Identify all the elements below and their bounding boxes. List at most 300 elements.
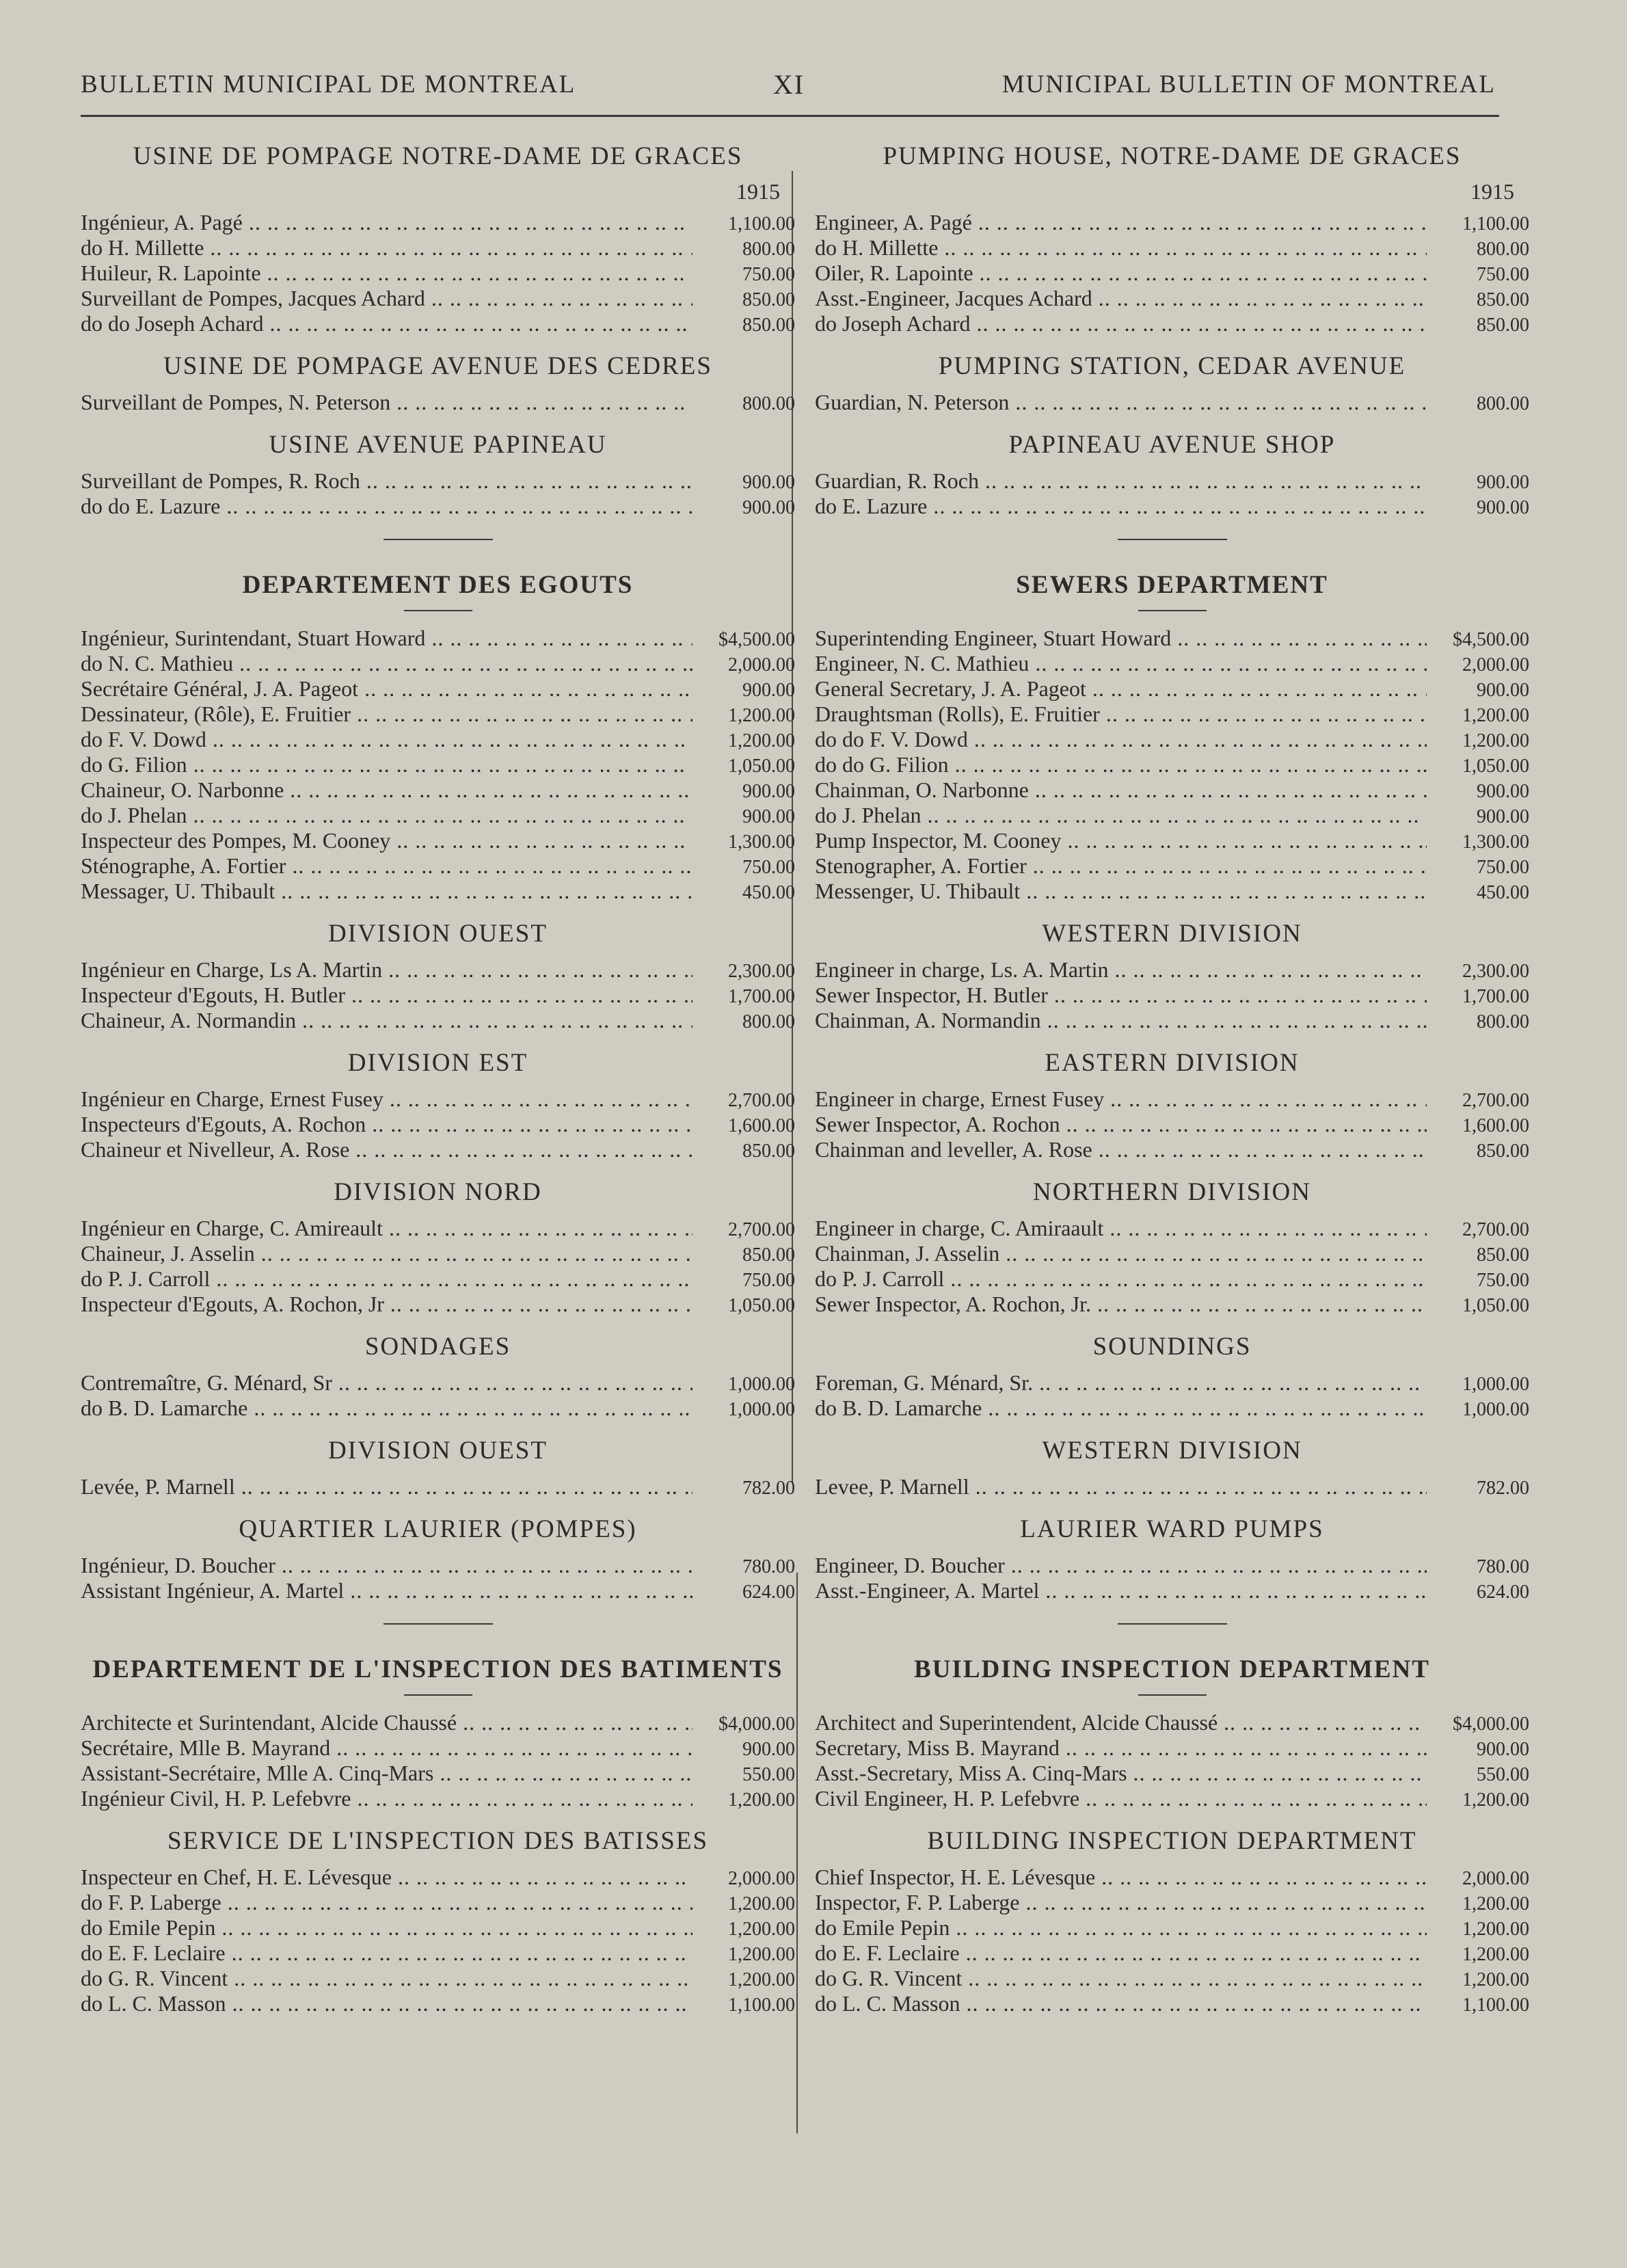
salary-amount: 1,000.00 <box>728 1374 795 1395</box>
salary-amount: 1,050.00 <box>1462 756 1529 777</box>
employee-name: Chaineur et Nivelleur, A. Rose .. .. <box>81 1138 693 1162</box>
employee-name: Chainman, J. Asselin .. .. <box>815 1242 1427 1266</box>
salary-amount: 750.00 <box>742 857 795 878</box>
salary-row <box>815 652 1529 677</box>
salary-amount: 750.00 <box>742 264 795 285</box>
employee-name: General Secretary, J. A. Pageot .. .. <box>815 677 1427 701</box>
salary-row <box>815 1267 1529 1292</box>
employee-name: Engineer in charge, C. Amiraault .. .. <box>815 1216 1427 1240</box>
salary-list <box>815 469 1529 520</box>
section-s8 <box>81 1431 795 1500</box>
section-title: PAPINEAU AVENUE SHOP <box>1008 431 1336 459</box>
salary-row <box>81 854 795 879</box>
employee-name: Engineer, D. Boucher .. .. <box>815 1553 1427 1577</box>
salary-amount: 1,050.00 <box>728 756 795 777</box>
salary-amount: 850.00 <box>1477 289 1529 310</box>
title-rule <box>404 1694 472 1696</box>
section-title: USINE DE POMPAGE AVENUE DES CEDRES <box>163 352 712 380</box>
salary-list <box>815 1216 1529 1318</box>
salary-amount: 750.00 <box>742 1270 795 1291</box>
salary-row <box>81 1371 795 1396</box>
salary-list <box>81 1216 795 1318</box>
salary-amount: 782.00 <box>1477 1478 1529 1499</box>
salary-amount: 780.00 <box>742 1556 795 1577</box>
section-s1 <box>81 137 795 337</box>
employee-name: Surveillant de Pompes, Jacques Achard .. .. <box>81 286 693 310</box>
salary-row <box>815 1292 1529 1318</box>
employee-name: do B. D. Lamarche .. .. <box>815 1396 1427 1420</box>
salary-row <box>81 1267 795 1292</box>
salary-list <box>815 1087 1529 1163</box>
section-title: PUMPING STATION, CEDAR AVENUE <box>938 352 1406 380</box>
salary-amount: 900.00 <box>742 472 795 493</box>
salary-amount: 2,000.00 <box>1462 1868 1529 1889</box>
section-title: USINE DE POMPAGE NOTRE-DAME DE GRACES <box>133 142 743 170</box>
employee-name: Inspecteur en Chef, H. E. Lévesque .. .. <box>81 1865 693 1889</box>
employee-name: do F. V. Dowd .. .. <box>81 728 693 751</box>
salary-row <box>815 1916 1529 1941</box>
salary-amount: 900.00 <box>742 1739 795 1760</box>
employee-name: Guardian, N. Peterson .. .. <box>815 390 1427 414</box>
salary-amount: 850.00 <box>742 289 795 310</box>
employee-name: Sewer Inspector, A. Rochon, Jr. .. .. <box>815 1292 1427 1316</box>
section-s10 <box>815 1822 1529 2017</box>
salary-amount: 1,100.00 <box>1462 213 1529 235</box>
salary-amount: 900.00 <box>1477 497 1529 518</box>
salary-row <box>815 261 1529 286</box>
salary-amount: 1,200.00 <box>1462 1944 1529 1965</box>
salary-amount: 850.00 <box>1477 315 1529 336</box>
salary-row <box>81 236 795 261</box>
year-label: 1915 <box>736 179 780 204</box>
section-title: SOUNDINGS <box>1092 1333 1252 1361</box>
employee-name: Ingénieur, Surintendant, Stuart Howard .. .. <box>81 626 693 650</box>
salary-amount: 850.00 <box>1477 1140 1529 1162</box>
salary-list <box>81 211 795 337</box>
salary-row <box>815 1711 1529 1736</box>
salary-list <box>815 1475 1529 1500</box>
salary-row <box>81 1761 795 1787</box>
employee-name: Ingénieur, D. Boucher .. .. <box>81 1553 693 1577</box>
salary-list <box>815 958 1529 1034</box>
salary-row <box>81 879 795 905</box>
salary-row <box>81 1865 795 1891</box>
section-s8 <box>815 1431 1529 1500</box>
section-d2 <box>815 1638 1529 1812</box>
salary-amount: $4,000.00 <box>1453 1713 1529 1735</box>
salary-amount: 1,200.00 <box>1462 1789 1529 1811</box>
employee-name: Huileur, R. Lapointe .. .. <box>81 261 693 285</box>
salary-row <box>815 1992 1529 2017</box>
salary-row <box>815 1736 1529 1761</box>
section-s9 <box>81 1510 795 1604</box>
employee-name: Stenographer, A. Fortier .. .. <box>815 854 1427 878</box>
salary-amount: 1,200.00 <box>1462 705 1529 726</box>
section-s6 <box>815 1173 1529 1318</box>
salary-row <box>81 261 795 286</box>
salary-row <box>815 1865 1529 1891</box>
page-header <box>81 60 1496 108</box>
employee-name: Chainman and leveller, A. Rose .. .. <box>815 1138 1427 1162</box>
employee-name: Oiler, R. Lapointe .. .. <box>815 261 1427 285</box>
salary-row <box>815 1112 1529 1138</box>
employee-name: Asst.-Engineer, Jacques Achard .. .. <box>815 286 1427 310</box>
salary-list <box>81 1865 795 2017</box>
salary-amount: 550.00 <box>742 1764 795 1785</box>
salary-list <box>81 390 795 416</box>
salary-row <box>815 494 1529 520</box>
salary-row <box>815 753 1529 778</box>
salary-row <box>81 1736 795 1761</box>
salary-amount: $4,500.00 <box>1453 629 1529 650</box>
salary-amount: 750.00 <box>1477 264 1529 285</box>
section-title: EASTERN DIVISION <box>1045 1049 1300 1077</box>
salary-row <box>81 958 795 983</box>
salary-row <box>815 829 1529 854</box>
salary-amount: 1,200.00 <box>728 1893 795 1915</box>
salary-row <box>815 286 1529 312</box>
salary-amount: 1,200.00 <box>728 730 795 751</box>
salary-row <box>815 1475 1529 1500</box>
department-title: SEWERS DEPARTMENT <box>1016 571 1328 599</box>
salary-row <box>815 778 1529 803</box>
employee-name: Engineer in charge, Ls. A. Martin .. .. <box>815 958 1427 982</box>
salary-row <box>815 1966 1529 1992</box>
salary-amount: 900.00 <box>1477 680 1529 701</box>
employee-name: do do Joseph Achard .. .. <box>81 312 693 336</box>
salary-row <box>815 677 1529 702</box>
title-rule <box>1138 610 1207 611</box>
employee-name: do P. J. Carroll .. .. <box>81 1267 693 1291</box>
employee-name: do J. Phelan .. .. <box>815 803 1427 827</box>
employee-name: Inspecteur d'Egouts, H. Butler .. .. <box>81 983 693 1007</box>
section-title: WESTERN DIVISION <box>1042 920 1302 948</box>
salary-list <box>815 211 1529 337</box>
header-left: BULLETIN MUNICIPAL DE MONTREAL <box>81 70 576 98</box>
employee-name: Asst.-Engineer, A. Martel .. .. <box>815 1579 1427 1603</box>
salary-row <box>815 1396 1529 1422</box>
section-title: DIVISION OUEST <box>328 920 548 948</box>
salary-row <box>815 1579 1529 1604</box>
section-title: BUILDING INSPECTION DEPARTMENT <box>927 1827 1417 1855</box>
section-d1 <box>815 554 1529 905</box>
salary-row <box>815 1787 1529 1812</box>
salary-row <box>81 652 795 677</box>
employee-name: Foreman, G. Ménard, Sr. .. .. <box>815 1371 1427 1395</box>
employee-name: do E. F. Leclaire .. .. <box>815 1941 1427 1965</box>
salary-row <box>815 983 1529 1009</box>
salary-row <box>815 728 1529 753</box>
section-s9 <box>815 1510 1529 1604</box>
salary-row <box>81 803 795 829</box>
salary-amount: 1,100.00 <box>1462 1994 1529 2016</box>
salary-row <box>81 677 795 702</box>
employee-name: do E. Lazure .. .. <box>815 494 1427 518</box>
year-label: 1915 <box>1470 179 1514 204</box>
salary-row <box>81 1941 795 1966</box>
salary-list <box>815 1371 1529 1422</box>
salary-amount: 550.00 <box>1477 1764 1529 1785</box>
employee-name: do J. Phelan .. .. <box>81 803 693 827</box>
salary-amount: 2,000.00 <box>728 1868 795 1889</box>
salary-amount: 900.00 <box>1477 472 1529 493</box>
employee-name: Engineer in charge, Ernest Fusey .. .. <box>815 1087 1427 1111</box>
section-title: DIVISION NORD <box>334 1178 542 1206</box>
salary-list <box>81 1371 795 1422</box>
salary-amount: 800.00 <box>1477 393 1529 414</box>
salary-row <box>815 390 1529 416</box>
salary-row <box>81 1553 795 1579</box>
section-s2 <box>815 347 1529 416</box>
section-s6 <box>81 1173 795 1318</box>
salary-amount: 624.00 <box>742 1582 795 1603</box>
salary-amount: $4,000.00 <box>718 1713 795 1735</box>
salary-row <box>815 1087 1529 1112</box>
salary-amount: 750.00 <box>1477 1270 1529 1291</box>
employee-name: do B. D. Lamarche .. .. <box>81 1396 693 1420</box>
employee-name: do G. R. Vincent .. .. <box>815 1966 1427 1990</box>
employee-name: Architecte et Surintendant, Alcide Chaussé .. .. <box>81 1711 693 1735</box>
section-title: LAURIER WARD PUMPS <box>1020 1515 1324 1543</box>
salary-row <box>81 1112 795 1138</box>
section-title: PUMPING HOUSE, NOTRE-DAME DE GRACES <box>883 142 1462 170</box>
employee-name: Levée, P. Marnell .. .. <box>81 1475 693 1499</box>
section-title: SONDAGES <box>364 1333 511 1361</box>
salary-amount: 1,100.00 <box>728 1994 795 2016</box>
employee-name: Ingénieur en Charge, Ernest Fusey .. .. <box>81 1087 693 1111</box>
salary-list <box>81 958 795 1034</box>
salary-row <box>81 1966 795 1992</box>
salary-row <box>81 494 795 520</box>
employee-name: Surveillant de Pompes, R. Roch .. .. <box>81 469 693 493</box>
salary-amount: 900.00 <box>1477 781 1529 802</box>
employee-name: Surveillant de Pompes, N. Peterson .. .. <box>81 390 693 414</box>
salary-list <box>815 1553 1529 1604</box>
employee-name: Inspector, F. P. Laberge .. .. <box>815 1891 1427 1915</box>
employee-name: Secrétaire, Mlle B. Mayrand .. .. <box>81 1736 693 1760</box>
salary-amount: 900.00 <box>1477 806 1529 827</box>
salary-amount: 1,200.00 <box>1462 1893 1529 1915</box>
employee-name: Dessinateur, (Rôle), E. Fruitier .. .. <box>81 702 693 726</box>
employee-name: do E. F. Leclaire .. .. <box>81 1941 693 1965</box>
department-title: BUILDING INSPECTION DEPARTMENT <box>914 1655 1430 1683</box>
section-s1 <box>815 137 1529 337</box>
employee-name: Inspecteur d'Egouts, A. Rochon, Jr .. .. <box>81 1292 693 1316</box>
employee-name: Ingénieur en Charge, Ls A. Martin .. .. <box>81 958 693 982</box>
employee-name: do N. C. Mathieu .. .. <box>81 652 693 676</box>
salary-amount: 900.00 <box>1477 1739 1529 1760</box>
employee-name: Ingénieur Civil, H. P. Lefebvre .. .. <box>81 1787 693 1811</box>
salary-row <box>81 702 795 728</box>
salary-row <box>81 626 795 652</box>
salary-amount: 782.00 <box>742 1478 795 1499</box>
salary-amount: 1,700.00 <box>728 986 795 1007</box>
employee-name: Chaineur, O. Narbonne .. .. <box>81 778 693 802</box>
salary-row <box>81 312 795 337</box>
section-s3 <box>815 425 1529 520</box>
salary-row <box>815 1138 1529 1163</box>
salary-row <box>81 1711 795 1736</box>
employee-name: do L. C. Masson .. .. <box>815 1992 1427 2016</box>
section-title: QUARTIER LAURIER (POMPES) <box>239 1515 637 1543</box>
salary-row <box>81 753 795 778</box>
employee-name: Inspecteurs d'Egouts, A. Rochon .. .. <box>81 1112 693 1136</box>
salary-amount: 850.00 <box>742 315 795 336</box>
salary-amount: 1,100.00 <box>728 213 795 235</box>
employee-name: Inspecteur des Pompes, M. Cooney .. .. <box>81 829 693 853</box>
salary-row <box>81 728 795 753</box>
salary-row <box>81 1242 795 1267</box>
salary-amount: 780.00 <box>1477 1556 1529 1577</box>
header-right: MUNICIPAL BULLETIN OF MONTREAL <box>1001 70 1496 98</box>
salary-amount: 1,600.00 <box>1462 1115 1529 1136</box>
column-divider-lower <box>796 1573 798 2133</box>
department-title: DEPARTEMENT DE L'INSPECTION DES BATIMENTS <box>92 1655 783 1683</box>
employee-name: do H. Millette .. .. <box>81 236 693 260</box>
salary-row <box>81 1087 795 1112</box>
salary-row <box>81 1579 795 1604</box>
salary-amount: 1,200.00 <box>728 705 795 726</box>
salary-amount: 900.00 <box>742 680 795 701</box>
section-s5 <box>81 1043 795 1163</box>
salary-amount: 800.00 <box>1477 239 1529 260</box>
salary-amount: 2,000.00 <box>1462 654 1529 676</box>
salary-amount: 1,300.00 <box>1462 831 1529 853</box>
salary-amount: 850.00 <box>742 1244 795 1266</box>
salary-amount: 1,200.00 <box>728 1789 795 1811</box>
section-rule <box>1118 1623 1227 1625</box>
title-rule <box>1138 1694 1207 1696</box>
employee-name: Contremaître, G. Ménard, Sr .. .. <box>81 1371 693 1395</box>
employee-name: do H. Millette .. .. <box>815 236 1427 260</box>
salary-amount: 1,200.00 <box>1462 1969 1529 1990</box>
salary-amount: 850.00 <box>1477 1244 1529 1266</box>
employee-name: Sewer Inspector, A. Rochon .. .. <box>815 1112 1427 1136</box>
employee-name: do do F. V. Dowd .. .. <box>815 728 1427 751</box>
salary-amount: 1,200.00 <box>728 1969 795 1990</box>
salary-row <box>815 236 1529 261</box>
section-s2 <box>81 347 795 416</box>
salary-amount: 450.00 <box>742 882 795 903</box>
employee-name: Superintending Engineer, Stuart Howard .. .. <box>815 626 1427 650</box>
salary-row <box>815 312 1529 337</box>
employee-name: do G. R. Vincent .. .. <box>81 1966 693 1990</box>
salary-row <box>815 854 1529 879</box>
section-title: NORTHERN DIVISION <box>1033 1178 1311 1206</box>
employee-name: Sewer Inspector, H. Butler .. .. <box>815 983 1427 1007</box>
salary-row <box>815 211 1529 236</box>
salary-row <box>81 1396 795 1422</box>
employee-name: Chaineur, A. Normandin .. .. <box>81 1009 693 1032</box>
employee-name: do Emile Pepin .. .. <box>815 1916 1427 1940</box>
salary-row <box>815 1242 1529 1267</box>
employee-name: Chaineur, J. Asselin .. .. <box>81 1242 693 1266</box>
employee-name: Civil Engineer, H. P. Lefebvre .. .. <box>815 1787 1427 1811</box>
salary-row <box>815 879 1529 905</box>
salary-row <box>815 1761 1529 1787</box>
salary-list <box>81 1475 795 1500</box>
section-d1 <box>81 554 795 905</box>
salary-amount: 900.00 <box>742 806 795 827</box>
employee-name: Chief Inspector, H. E. Lévesque .. .. <box>815 1865 1427 1889</box>
employee-name: Draughtsman (Rolls), E. Fruitier .. .. <box>815 702 1427 726</box>
salary-amount: 2,700.00 <box>1462 1090 1529 1111</box>
salary-row <box>815 1941 1529 1966</box>
salary-amount: 2,700.00 <box>728 1090 795 1111</box>
salary-amount: 1,200.00 <box>728 1919 795 1940</box>
page-number: XI <box>772 68 805 100</box>
salary-amount: 1,050.00 <box>1462 1295 1529 1316</box>
salary-amount: 800.00 <box>742 393 795 414</box>
section-title: SERVICE DE L'INSPECTION DES BATISSES <box>167 1827 709 1855</box>
employee-name: Secretary, Miss B. Mayrand .. .. <box>815 1736 1427 1760</box>
employee-name: Messenger, U. Thibault .. .. <box>815 879 1427 903</box>
salary-list <box>815 1711 1529 1812</box>
salary-list <box>815 390 1529 416</box>
salary-list <box>81 1087 795 1163</box>
salary-row <box>81 390 795 416</box>
employee-name: do G. Filion .. .. <box>81 753 693 777</box>
salary-amount: 1,700.00 <box>1462 986 1529 1007</box>
employee-name: Engineer, N. C. Mathieu .. .. <box>815 652 1427 676</box>
salary-row <box>815 626 1529 652</box>
salary-amount: 1,000.00 <box>728 1399 795 1420</box>
salary-row <box>815 803 1529 829</box>
salary-row <box>81 983 795 1009</box>
salary-amount: 2,300.00 <box>1462 961 1529 982</box>
salary-row <box>81 778 795 803</box>
salary-amount: 2,700.00 <box>1462 1219 1529 1240</box>
salary-amount: 800.00 <box>742 1011 795 1032</box>
section-rule <box>384 539 493 540</box>
salary-row <box>81 1787 795 1812</box>
employee-name: Messager, U. Thibault .. .. <box>81 879 693 903</box>
employee-name: Ingénieur, A. Pagé .. .. <box>81 211 693 235</box>
salary-list <box>815 1865 1529 2017</box>
employee-name: Ingénieur en Charge, C. Amireault .. .. <box>81 1216 693 1240</box>
salary-amount: 1,200.00 <box>1462 730 1529 751</box>
salary-amount: 850.00 <box>742 1140 795 1162</box>
employee-name: Levee, P. Marnell .. .. <box>815 1475 1427 1499</box>
salary-row <box>81 211 795 236</box>
employee-name: Architect and Superintendent, Alcide Chaussé .. .. <box>815 1711 1427 1735</box>
section-s4 <box>81 914 795 1034</box>
salary-row <box>81 1891 795 1916</box>
employee-name: do L. C. Masson .. .. <box>81 1992 693 2016</box>
salary-list <box>81 626 795 905</box>
employee-name: Chainman, A. Normandin .. .. <box>815 1009 1427 1032</box>
section-title: USINE AVENUE PAPINEAU <box>269 431 607 459</box>
section-title: WESTERN DIVISION <box>1042 1437 1302 1465</box>
section-s3 <box>81 425 795 520</box>
header-rule <box>81 115 1499 117</box>
employee-name: Pump Inspector, M. Cooney .. .. <box>815 829 1427 853</box>
salary-amount: 450.00 <box>1477 882 1529 903</box>
salary-row <box>81 286 795 312</box>
salary-row <box>815 1371 1529 1396</box>
salary-row <box>815 1553 1529 1579</box>
section-rule <box>1118 539 1227 540</box>
section-s7 <box>81 1327 795 1422</box>
salary-amount: 2,700.00 <box>728 1219 795 1240</box>
salary-list <box>81 1711 795 1812</box>
salary-row <box>81 1916 795 1941</box>
salary-row <box>815 469 1529 494</box>
employee-name: do P. J. Carroll .. .. <box>815 1267 1427 1291</box>
salary-amount: 800.00 <box>1477 1011 1529 1032</box>
employee-name: Engineer, A. Pagé .. .. <box>815 211 1427 235</box>
salary-amount: 1,200.00 <box>728 1944 795 1965</box>
